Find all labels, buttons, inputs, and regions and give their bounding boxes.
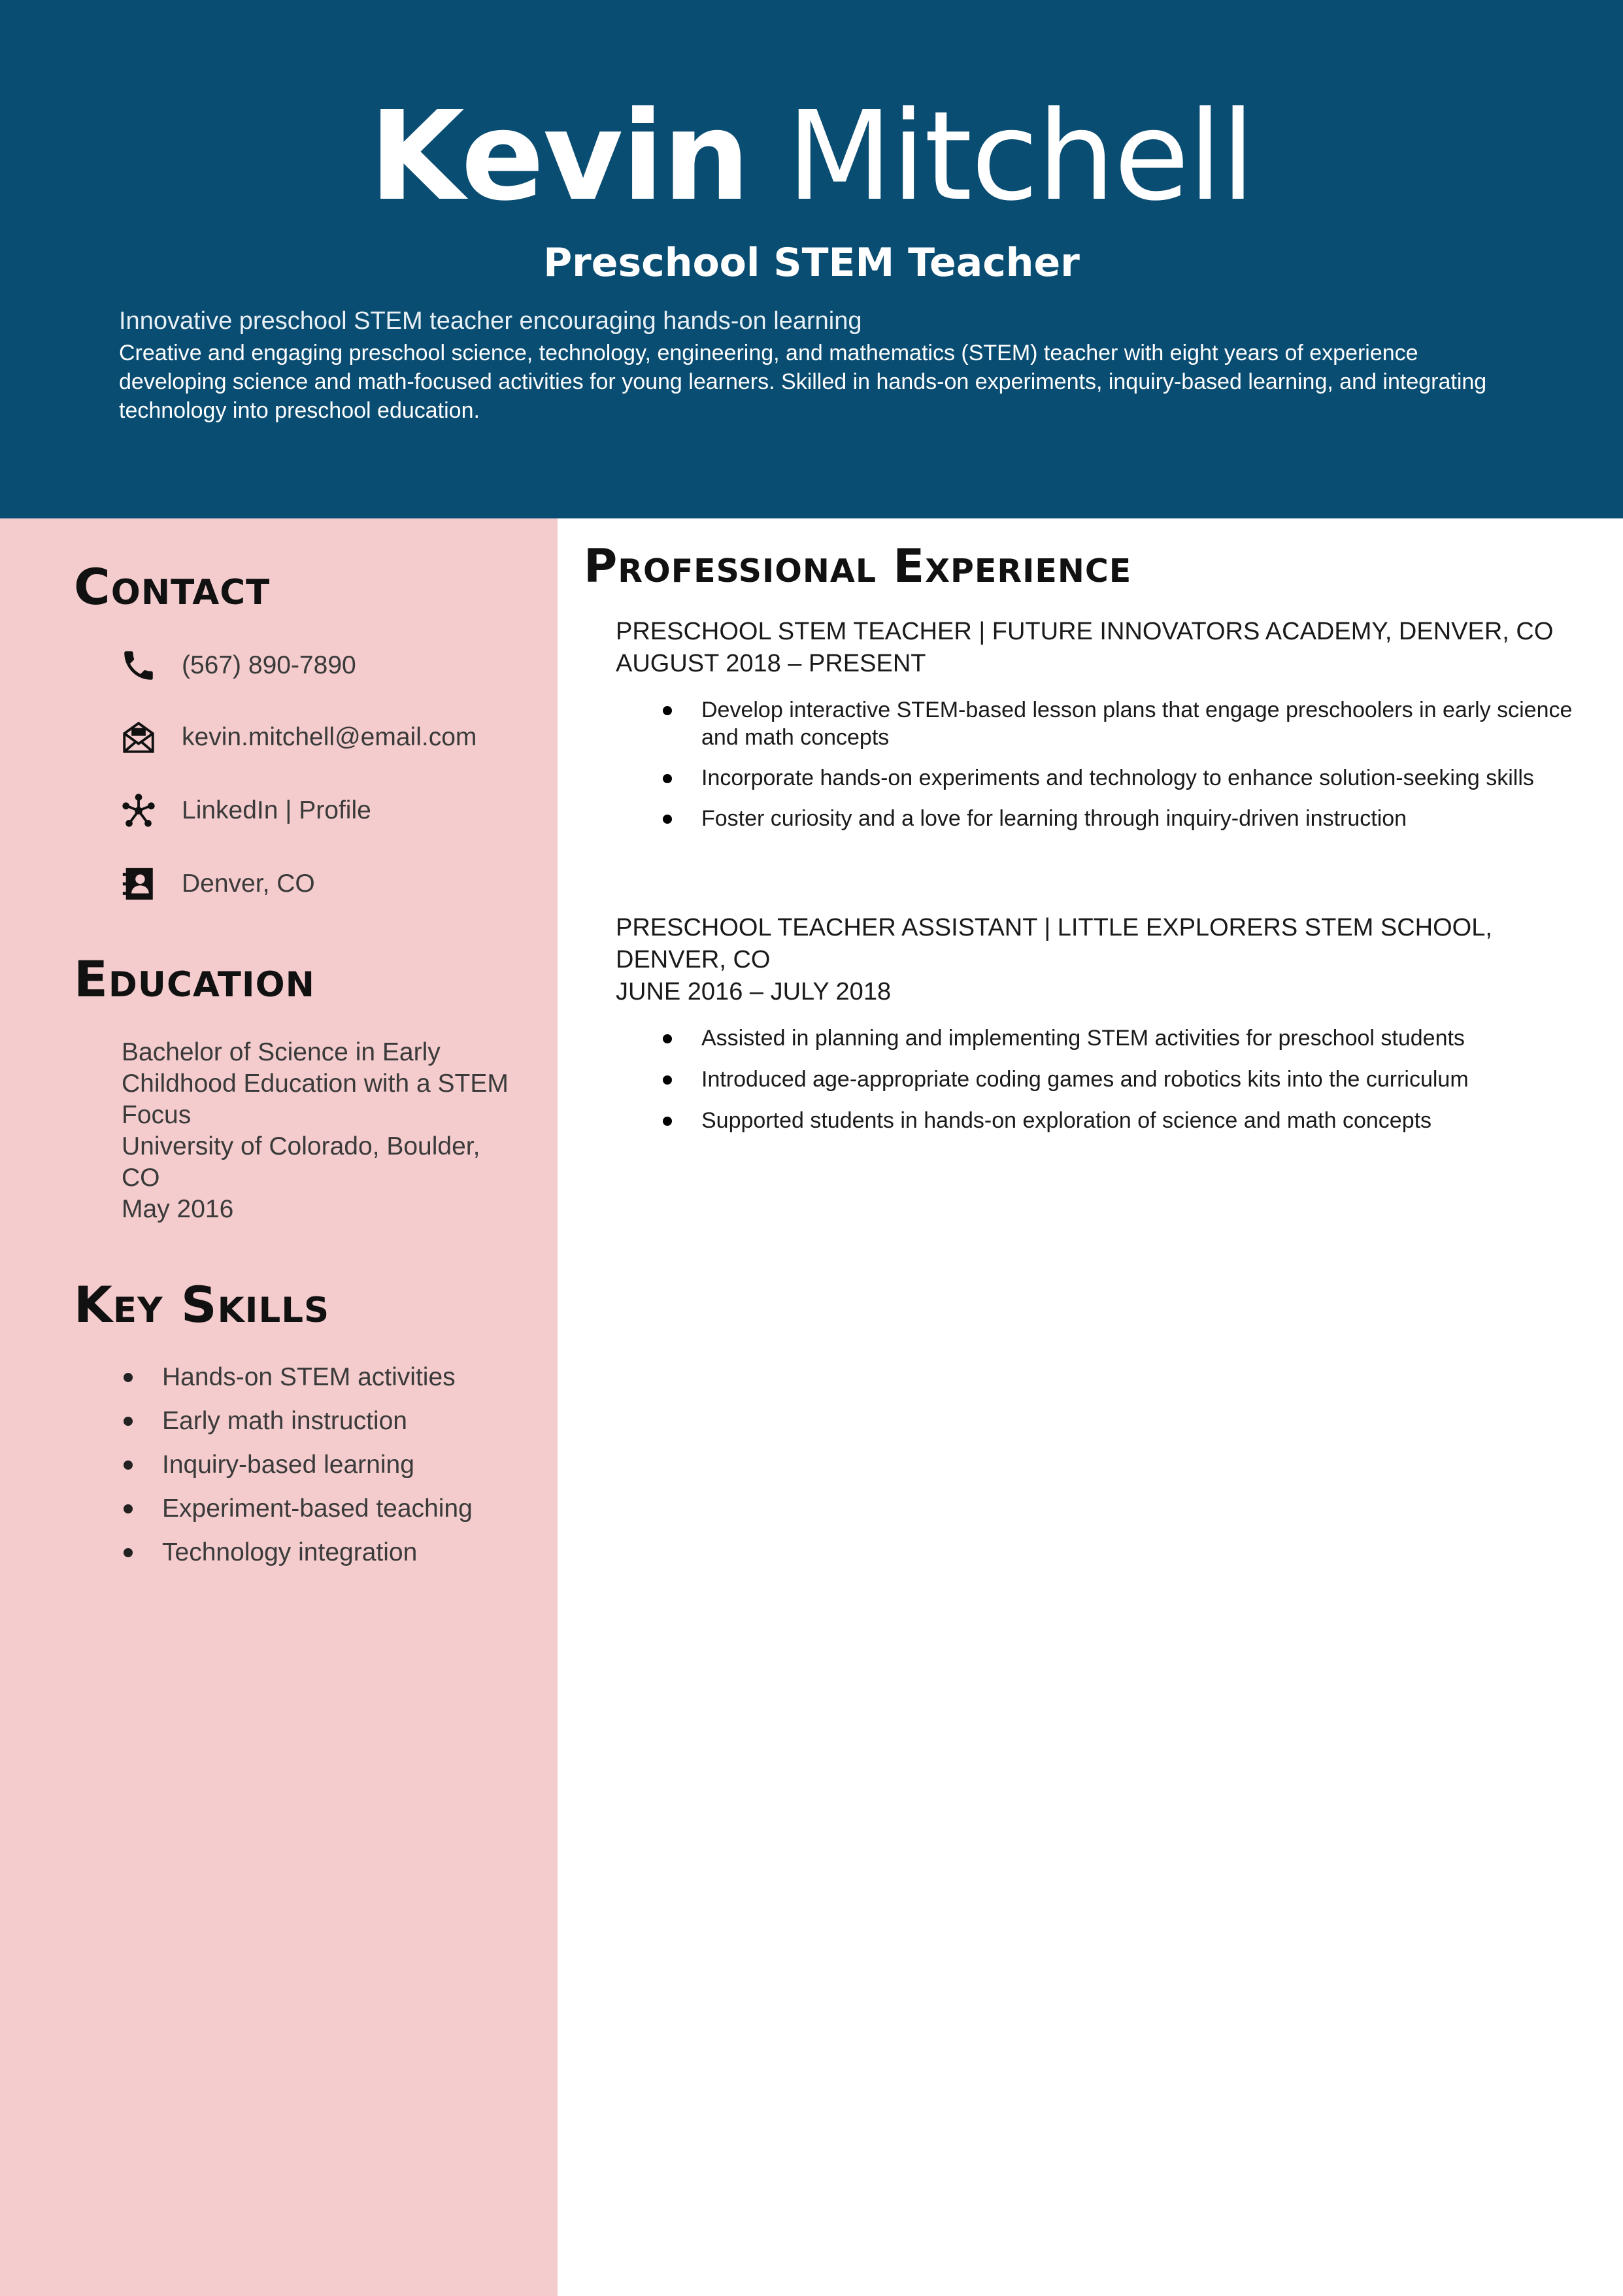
- linkedin-text[interactable]: LinkedIn | Profile: [182, 796, 371, 824]
- contact-phone: [120, 645, 356, 686]
- job-bullet: Develop interactive STEM-based lesson plans that engage preschoolers in early science and math concepts: [616, 696, 1583, 751]
- job-bullet: Assisted in planning and implementing STEM activities for preschool students: [616, 1024, 1583, 1052]
- location-icon: [120, 865, 158, 903]
- education-degree: Bachelor of Science in Early Childhood Education with a STEM Focus: [122, 1038, 509, 1129]
- phone-text[interactable]: (567) 890-7890: [182, 651, 356, 679]
- skill-item: Experiment-based teaching: [122, 1487, 473, 1530]
- job-entry: [616, 912, 1583, 1148]
- contact-email: [120, 717, 477, 758]
- job-bullet: Introduced age-appropriate coding games and robotics kits into the curriculum: [616, 1066, 1583, 1093]
- education-date: May 2016: [122, 1195, 234, 1223]
- contact-linkedin: [120, 790, 371, 832]
- tagline: Innovative preschool STEM teacher encouraging hands-on learning: [119, 307, 862, 335]
- summary: Creative and engaging preschool science, technology, engineering, and mathematics (STEM) teacher with eight years of experience developing science and math-focused activities for young learners. Skilled in hands-on experiments, inquiry-based learning, and integrating technology into preschool education.: [119, 341, 1487, 423]
- skill-item: Technology integration: [122, 1530, 473, 1574]
- skill-item: Hands-on STEM activities: [122, 1355, 473, 1399]
- contact-location: [120, 863, 315, 905]
- job-bullets: [616, 1024, 1583, 1134]
- candidate-name: [0, 85, 1623, 229]
- job-bullet: Supported students in hands-on exploration of science and math concepts: [616, 1107, 1583, 1134]
- last-name: Mitchell: [786, 85, 1254, 228]
- linkedin-icon: [120, 792, 158, 830]
- experience-heading: Professional Experience: [584, 539, 1132, 593]
- education-school: University of Colorado, Boulder, CO: [122, 1132, 480, 1192]
- job-title-line: PRESCHOOL TEACHER ASSISTANT | LITTLE EXPLORERS STEM SCHOOL, DENVER, CO: [616, 914, 1492, 973]
- job-title-line: PRESCHOOL STEM TEACHER | FUTURE INNOVATORS ACADEMY, DENVER, CO: [616, 618, 1554, 645]
- education-heading: Education: [74, 950, 316, 1008]
- first-name: Kevin: [369, 85, 749, 228]
- phone-icon: [120, 647, 158, 684]
- email-text[interactable]: kevin.mitchell@email.com: [182, 723, 477, 751]
- job-dates: AUGUST 2018 – PRESENT: [616, 650, 926, 677]
- job-dates: JUNE 2016 – JULY 2018: [616, 978, 892, 1005]
- skills-list: [122, 1355, 473, 1574]
- skill-item: Inquiry-based learning: [122, 1443, 473, 1487]
- skills-heading: Key Skills: [74, 1275, 330, 1334]
- job-entry: [616, 616, 1583, 845]
- email-icon: [120, 718, 158, 756]
- skill-item: Early math instruction: [122, 1399, 473, 1443]
- resume-header: [0, 0, 1623, 518]
- job-bullet: Incorporate hands-on experiments and technology to enhance solution-seeking skills: [616, 764, 1583, 792]
- education-block: [122, 1037, 514, 1225]
- location-text: Denver, CO: [182, 869, 315, 898]
- job-bullets: [616, 696, 1583, 832]
- job-bullet: Foster curiosity and a love for learning through inquiry-driven instruction: [616, 805, 1583, 832]
- job-title: Preschool STEM Teacher: [543, 240, 1080, 286]
- contact-heading: Contact: [74, 558, 271, 616]
